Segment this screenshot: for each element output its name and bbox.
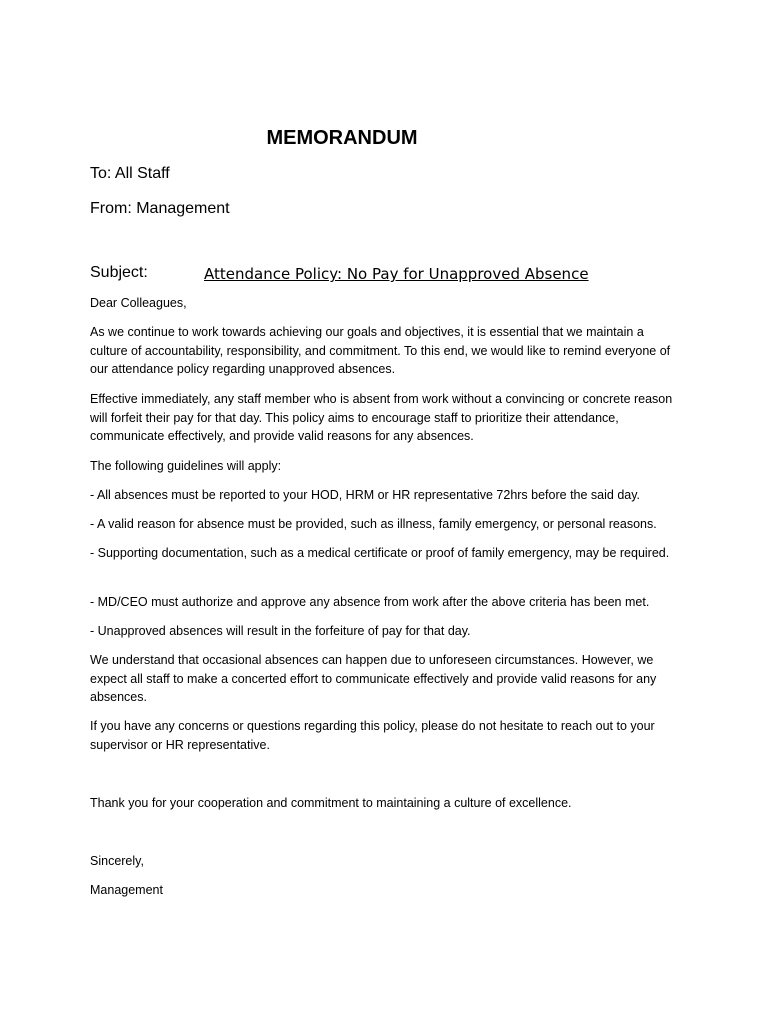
guideline-item: - Unapproved absences will result in the forfeiture of pay for that day. [90,624,471,638]
subject-text: Attendance Policy: No Pay for Unapproved Absence [204,265,589,283]
memo-title: MEMORANDUM [266,127,418,149]
guidelines-intro: The following guidelines will apply: [90,459,282,473]
guideline-item: - All absences must be reported to your HOD, HRM or HR representative 72hrs before the said day. [90,488,641,502]
paragraph-intro: As we continue to work towards achieving our goals and objectives, it is essential that we maintain a culture of accountability, responsibility, and commitment. To this end, we would like to remind everyone of our attendance policy regarding unapproved absences. [90,325,671,376]
closing-line: Sincerely, [90,854,144,868]
to-line: To: All Staff [90,165,170,182]
signature: Management [90,883,163,897]
greeting: Dear Colleagues, [90,296,187,310]
paragraph-concerns: If you have any concerns or questions regarding this policy, please do not hesitate to reach out to your supervisor or HR representative. [90,719,655,752]
paragraph-understanding: We understand that occasional absences can happen due to unforeseen circumstances. However, we expect all staff to make a concerted effort to communicate effectively and provide valid reasons for any absences. [90,653,657,704]
subject-label: Subject: [90,264,148,281]
thanks-line: Thank you for your cooperation and commitment to maintaining a culture of excellence. [90,796,572,810]
from-line: From: Management [90,200,230,217]
guideline-item: - Supporting documentation, such as a medical certificate or proof of family emergency, may be required. [90,546,670,560]
guideline-item: - MD/CEO must authorize and approve any absence from work after the above criteria has been met. [90,595,650,609]
paragraph-policy: Effective immediately, any staff member who is absent from work without a convincing or concrete reason will forfeit their pay for that day. This policy aims to encourage staff to prioritize their attendance, communicate effectively, and provide valid reasons for any absences. [90,392,673,443]
guideline-item: - A valid reason for absence must be provided, such as illness, family emergency, or personal reasons. [90,517,657,531]
